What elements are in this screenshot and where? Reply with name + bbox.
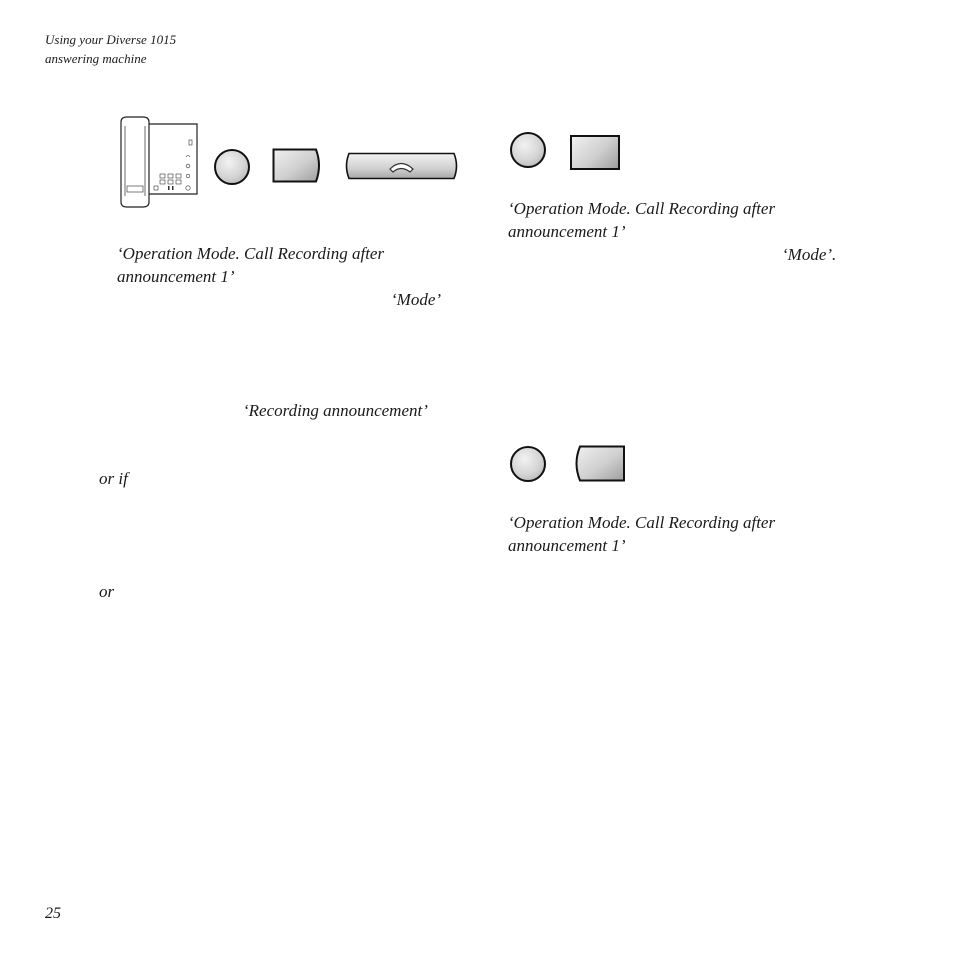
round-button-icon [214, 149, 250, 185]
left-quote-line-2: announcement 1’ [117, 267, 235, 286]
running-header [45, 30, 176, 68]
page-number: 25 [45, 905, 61, 922]
right-bottom-quote-line-2: announcement 1’ [508, 536, 626, 555]
header-line-2: answering machine [45, 51, 147, 66]
left-recording-label: ‘Recording announcement’ [243, 401, 428, 420]
handset-button [343, 152, 460, 180]
right-top-mode-label: ‘Mode’. [782, 245, 837, 264]
left-quote-line-1: ‘Operation Mode. Call Recording after [117, 244, 385, 263]
right-top-quote-line-1: ‘Operation Mode. Call Recording after [508, 199, 776, 218]
round-button-icon [510, 446, 546, 482]
header-line-1: Using your Diverse 1015 [45, 32, 177, 47]
round-button-icon [510, 132, 546, 168]
phone-base-icon [113, 116, 201, 208]
left-mode-label: ‘Mode’ [391, 290, 442, 309]
rect-button-icon [571, 445, 626, 482]
left-or-if: or if [99, 469, 128, 488]
rect-button-icon [570, 135, 620, 170]
right-top-quote-line-2: announcement 1’ [508, 222, 626, 241]
left-or: or [99, 582, 115, 601]
right-bottom-quote-line-1: ‘Operation Mode. Call Recording after [508, 513, 776, 532]
rect-button-icon [272, 148, 324, 183]
